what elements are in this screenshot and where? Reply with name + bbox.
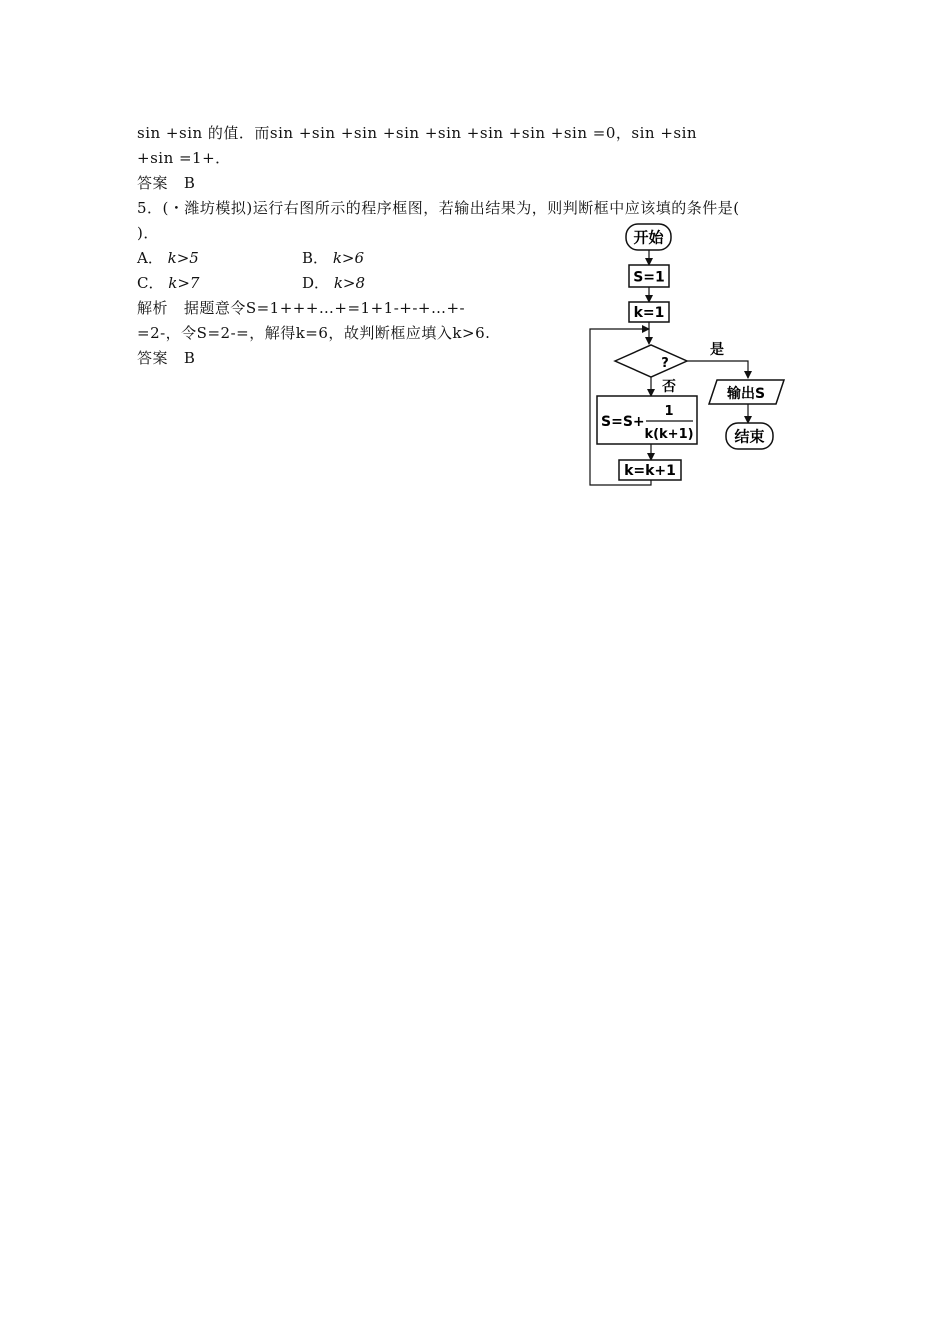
- increment-label: k=k+1: [624, 463, 676, 479]
- analysis-label: 解析: [137, 299, 169, 317]
- option-b: [302, 248, 364, 268]
- text-line-2: +sin =1+．: [137, 149, 231, 167]
- question-5-line-1: 5．(・潍坊模拟)运行右图所示的程序框图，若输出结果为，则判断框中应该填的条件是(: [137, 199, 740, 217]
- end-label: 结束: [734, 427, 765, 446]
- answer-value: B: [183, 174, 196, 192]
- text-line-1: sin +sin 的值．而sin +sin +sin +sin +sin +sin +sin +sin =0，sin +sin: [137, 124, 698, 142]
- analysis-text-1: 据题意令S=1+++…+=1+1-+-+…+-: [183, 299, 466, 317]
- option-d: [302, 273, 365, 293]
- no-label: 否: [662, 379, 676, 395]
- decision-node: [615, 345, 687, 377]
- answer-4: [137, 173, 195, 193]
- option-letter: A．: [137, 249, 163, 267]
- fraction-numerator: 1: [664, 404, 674, 419]
- option-c: [137, 273, 199, 293]
- option-letter: C．: [137, 274, 164, 292]
- decision-label: ?: [661, 356, 669, 371]
- update-s-label: S=S+: [601, 414, 645, 430]
- answer-value: B: [183, 349, 196, 367]
- init-s-label: S=1: [633, 269, 665, 286]
- analysis-line-2: =2-，令S=2-=，解得k=6，故判断框应填入k>6.: [137, 324, 491, 342]
- option-letter: B．: [302, 249, 329, 267]
- option-value: k>5: [167, 249, 199, 267]
- init-k-label: k=1: [633, 305, 665, 321]
- output-label: 输出S: [726, 386, 766, 402]
- fraction-denominator: k(k+1): [644, 427, 694, 442]
- option-letter: D．: [302, 274, 330, 292]
- option-value: k>6: [332, 249, 365, 267]
- option-value: k>7: [168, 274, 200, 292]
- option-a: [137, 248, 199, 268]
- start-label: 开始: [633, 228, 664, 247]
- answer-label: 答案: [137, 174, 169, 192]
- program-flowchart: [585, 218, 795, 490]
- question-5-line-2: )．: [137, 224, 159, 242]
- answer-5: [137, 348, 195, 368]
- yes-label: 是: [710, 342, 724, 358]
- option-value: k>8: [333, 274, 366, 292]
- analysis-line-1: [137, 298, 465, 318]
- arrow-yes: [687, 361, 748, 378]
- answer-label: 答案: [137, 349, 169, 367]
